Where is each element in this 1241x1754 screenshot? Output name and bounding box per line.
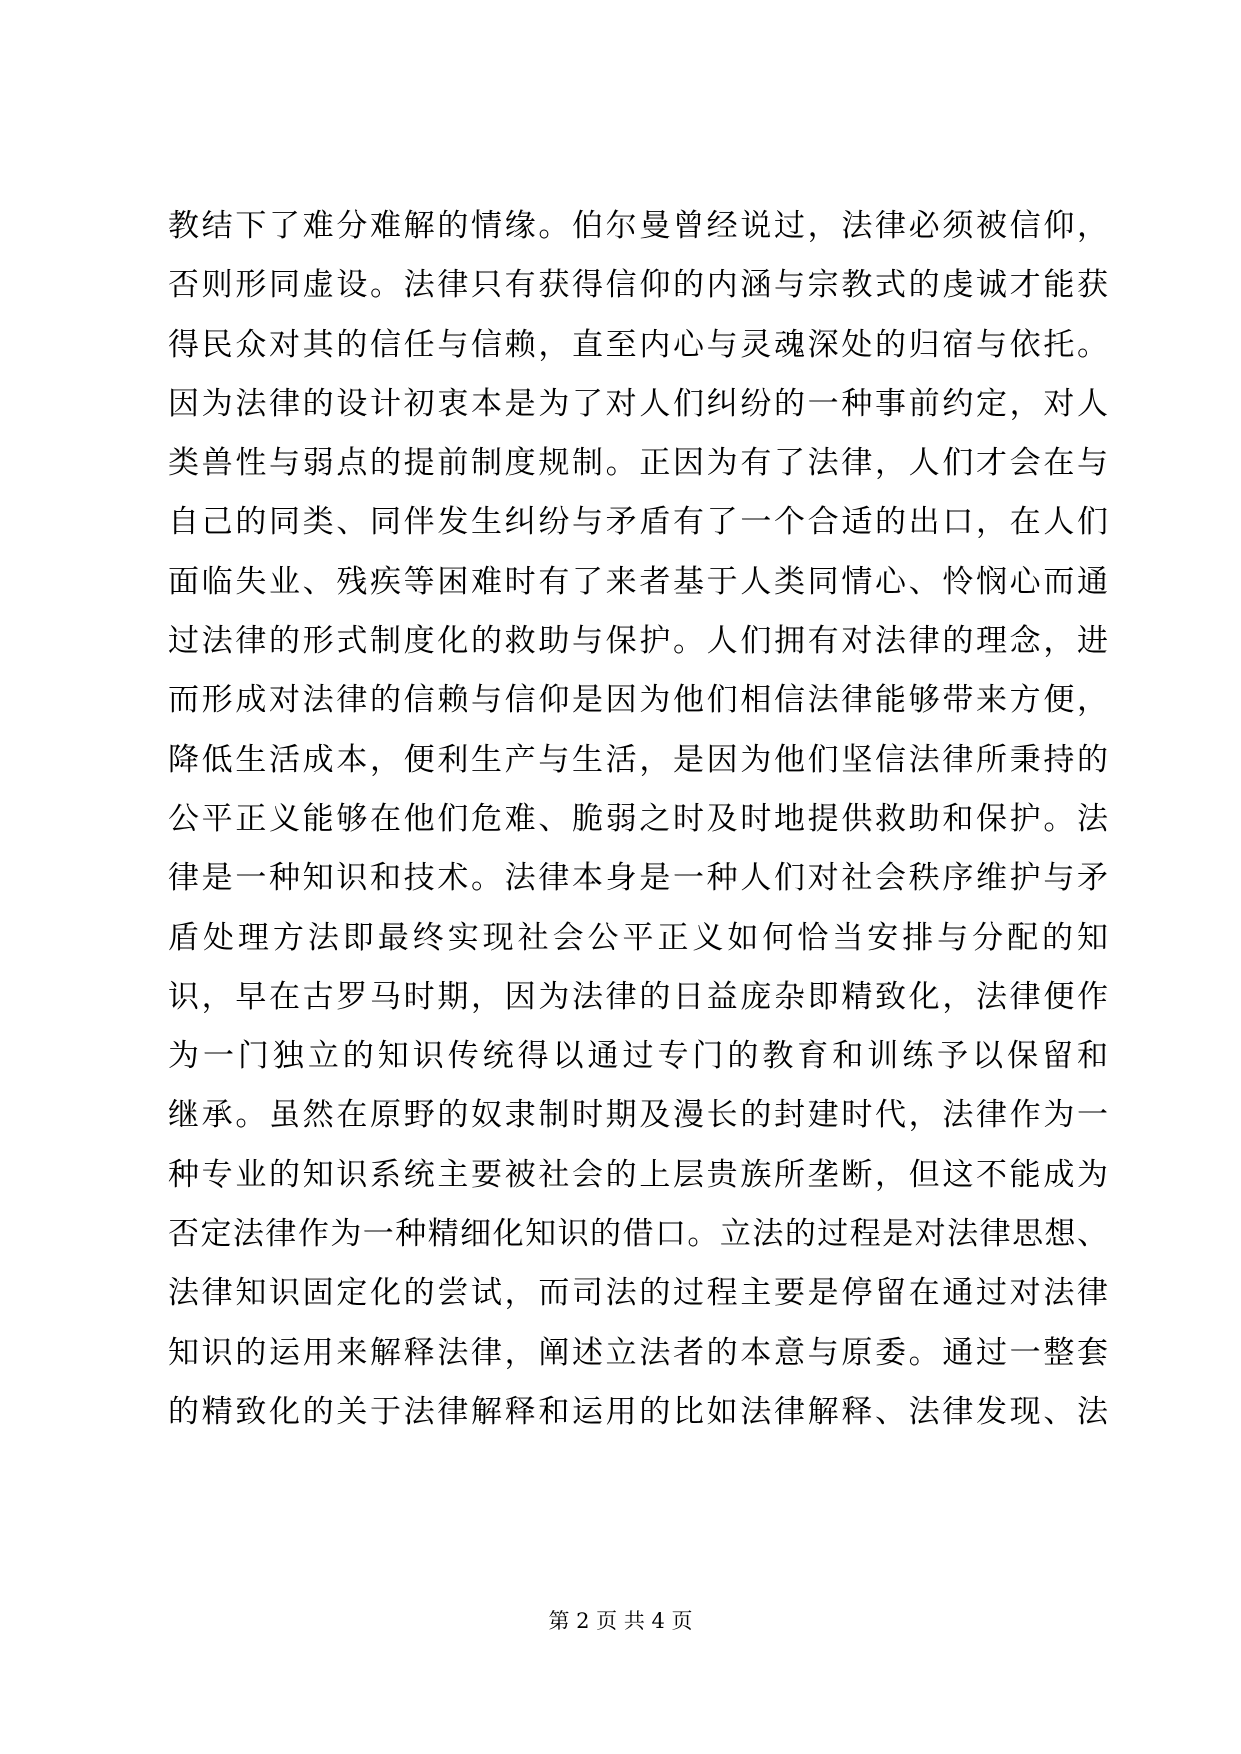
text-line [168, 1086, 1108, 1145]
text-line [168, 1027, 1108, 1086]
text-line-content: 知识的运用来解释法律，阐述立法者的本意与原委。通过一整套 [168, 1334, 1108, 1371]
text-line-content: 识，早在古罗马时期，因为法律的日益庞杂即精致化，法律便作 [168, 978, 1108, 1015]
text-line [168, 1205, 1108, 1264]
text-line-content: 为一门独立的知识传统得以通过专门的教育和训练予以保留和 [168, 1038, 1108, 1075]
text-line [168, 256, 1108, 315]
body-text [168, 197, 1108, 1442]
text-line [168, 1324, 1108, 1383]
text-line-content: 因为法律的设计初衷本是为了对人们纠纷的一种事前约定，对人 [168, 385, 1108, 422]
text-line-content: 盾处理方法即最终实现社会公平正义如何恰当安排与分配的知 [168, 919, 1108, 956]
text-line [168, 1383, 1108, 1442]
text-line [168, 197, 1108, 256]
text-line-content: 继承。虽然在原野的奴隶制时期及漫长的封建时代，法律作为一 [168, 1097, 1108, 1134]
text-line [168, 375, 1108, 434]
text-line [168, 671, 1108, 730]
text-line-content: 的精致化的关于法律解释和运用的比如法律解释、法律发现、法 [168, 1393, 1108, 1430]
text-line-content: 法律知识固定化的尝试，而司法的过程主要是停留在通过对法律 [168, 1275, 1108, 1312]
text-line [168, 493, 1108, 552]
text-line-content: 否定法律作为一种精细化知识的借口。立法的过程是对法律思想、 [168, 1216, 1108, 1253]
text-line-content: 律是一种知识和技术。法律本身是一种人们对社会秩序维护与矛 [168, 860, 1108, 897]
text-line [168, 790, 1108, 849]
text-line-content: 面临失业、残疾等困难时有了来者基于人类同情心、怜悯心而通 [168, 563, 1108, 600]
text-line-content: 否则形同虚设。法律只有获得信仰的内涵与宗教式的虔诚才能获 [168, 267, 1108, 304]
text-line-content: 而形成对法律的信赖与信仰是因为他们相信法律能够带来方便， [168, 682, 1108, 719]
text-line [168, 434, 1108, 493]
text-line [168, 849, 1108, 908]
text-line [168, 316, 1108, 375]
text-line-content: 得民众对其的信任与信赖，直至内心与灵魂深处的归宿与依托。 [168, 326, 1108, 363]
text-line [168, 909, 1108, 968]
text-line-content: 类兽性与弱点的提前制度规制。正因为有了法律，人们才会在与 [168, 445, 1108, 482]
text-line-content: 降低生活成本，便利生产与生活，是因为他们坚信法律所秉持的 [168, 741, 1108, 778]
text-line [168, 553, 1108, 612]
text-line [168, 731, 1108, 790]
text-line [168, 1146, 1108, 1205]
page-footer: 第 2 页 共 4 页 [548, 1609, 693, 1633]
text-line-content: 自己的同类、同伴发生纠纷与矛盾有了一个合适的出口，在人们 [168, 504, 1108, 541]
text-line-content: 过法律的形式制度化的救助与保护。人们拥有对法律的理念，进 [168, 623, 1108, 660]
text-line-content: 种专业的知识系统主要被社会的上层贵族所垄断，但这不能成为 [168, 1156, 1108, 1193]
text-line [168, 1264, 1108, 1323]
text-line [168, 612, 1108, 671]
text-line-content: 公平正义能够在他们危难、脆弱之时及时地提供救助和保护。法 [168, 800, 1108, 837]
text-line-content: 教结下了难分难解的情缘。伯尔曼曾经说过，法律必须被信仰， [168, 208, 1108, 244]
text-line [168, 968, 1108, 1027]
